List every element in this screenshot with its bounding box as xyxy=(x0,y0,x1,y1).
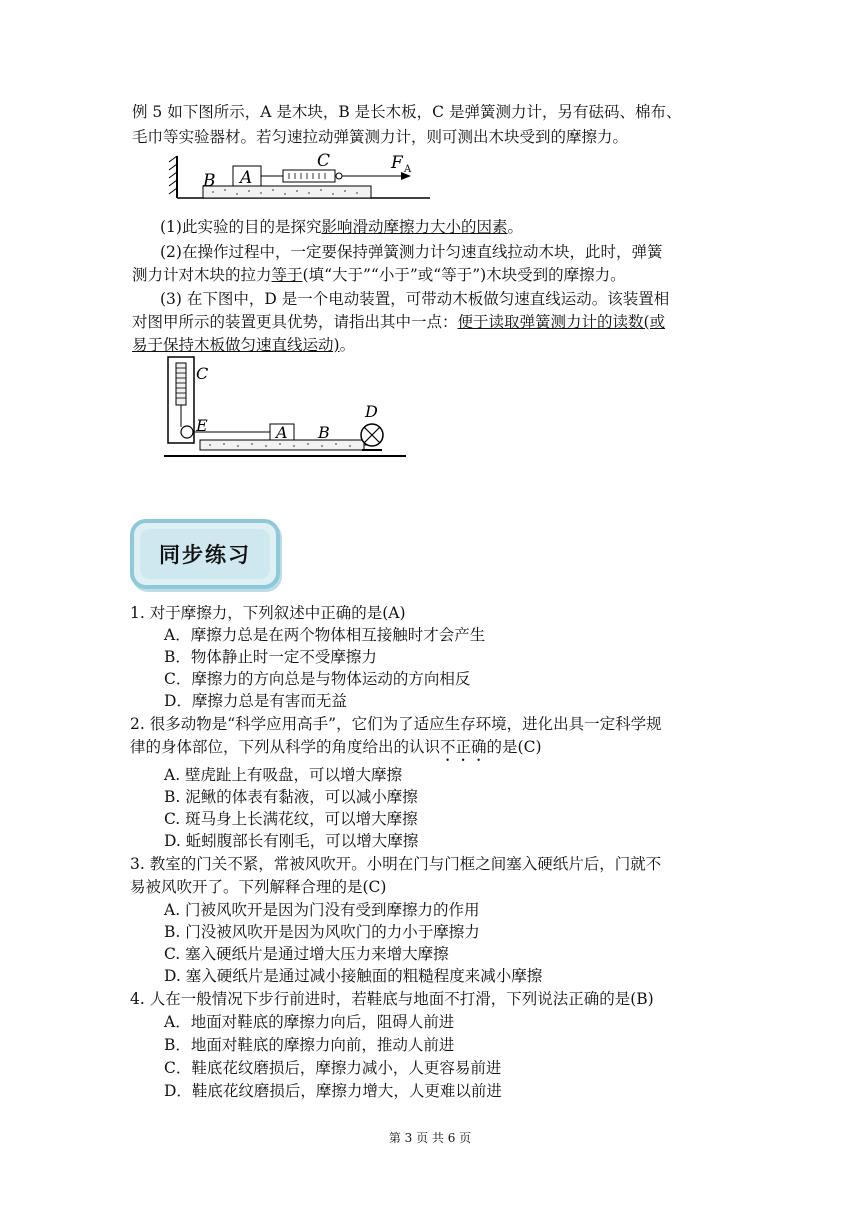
fig1-label-a: A xyxy=(240,168,253,188)
q1-option-d: D．摩擦力总是有害而无益 xyxy=(164,692,347,710)
q2-stem-line-1: 2. 很多动物是“科学应用高手”，它们为了适应生存环境，进化出具一定科学规 xyxy=(130,715,662,733)
q4-option-d: D．鞋底花纹磨损后，摩擦力增大，人更难以前进 xyxy=(164,1082,502,1100)
q1-answer: 影响滑动摩擦力大小的因素 xyxy=(321,218,508,236)
q1-option-c: C．摩擦力的方向总是与物体运动的方向相反 xyxy=(164,670,471,688)
q3-answer-part-2: 易于保持木板做匀速直线运动) xyxy=(132,336,340,354)
example-line-1: 例 5 如下图所示，A 是木块，B 是长木板，C 是弹簧测力计，另有砝码、棉布、 xyxy=(132,103,682,121)
q3-option-d: D. 塞入硬纸片是通过减小接触面的粗糙程度来减小摩擦 xyxy=(164,967,543,985)
q1-stem: 1. 对于摩擦力，下列叙述中正确的是(A) xyxy=(130,604,406,622)
q4-option-c: C．鞋底花纹磨损后，摩擦力减小，人更容易前进 xyxy=(164,1059,502,1077)
q3-option-b: B. 门没被风吹开是因为风吹门的力小于摩擦力 xyxy=(164,923,480,941)
figure-1-apparatus xyxy=(165,152,435,212)
example-q3-line-1: (3) 在下图中，D 是一个电动装置，可带动木板做匀速直线运动。该装置相 xyxy=(160,290,670,308)
q3-answer-part-1: 便于读取弹簧测力计的读数(或 xyxy=(457,313,666,331)
example-q1: (1)此实验的目的是探究影响滑动摩擦力大小的因素。 xyxy=(160,218,523,236)
q2-option-a: A. 壁虎趾上有吸盘，可以增大摩擦 xyxy=(164,766,403,784)
fig1-label-f: F xyxy=(391,153,403,173)
q4-stem: 4. 人在一般情况下步行前进时，若鞋底与地面不打滑，下列说法正确的是(B) xyxy=(130,990,654,1008)
fig2-label-b: B xyxy=(318,423,330,442)
q3-option-a: A. 门被风吹开是因为门没有受到摩擦力的作用 xyxy=(164,901,480,919)
q4-option-b: B．地面对鞋底的摩擦力向前，推动人前进 xyxy=(164,1036,455,1054)
example-q3-line-3: 易于保持木板做匀速直线运动)。 xyxy=(132,336,356,354)
fig1-label-f-sub: A xyxy=(404,164,412,175)
section-badge xyxy=(130,519,280,589)
example-q2-line-1: (2)在操作过程中，一定要保持弹簧测力计匀速直线拉动木块，此时，弹簧 xyxy=(160,243,663,261)
section-title: 同步练习 xyxy=(140,529,270,579)
fig1-label-c: C xyxy=(317,152,331,171)
example-line-2: 毛巾等实验器材。若匀速拉动弹簧测力计，则可测出木块受到的摩擦力。 xyxy=(132,128,629,146)
q2-stem-line-2: 律的身体部位，下列从科学的角度给出的认识不正确的是(C) xyxy=(130,738,542,756)
example-q3-line-2: 对图甲所示的装置更具优势，请指出其中一点：便于读取弹簧测力计的读数(或 xyxy=(132,313,666,331)
example-q2-line-2: 测力计对木块的拉力等于(填“大于”“小于”或“等于”)木块受到的摩擦力。 xyxy=(132,266,626,284)
q3-stem-line-1: 3. 教室的门关不紧，常被风吹开。小明在门与门框之间塞入硬纸片后，门就不 xyxy=(130,855,662,873)
q3-option-c: C. 塞入硬纸片是通过增大压力来增大摩擦 xyxy=(164,945,449,963)
fig2-label-d: D xyxy=(365,402,378,421)
fig2-label-a: A xyxy=(276,423,288,442)
q2-emphasis: 不正确 xyxy=(440,738,487,756)
q1-option-a: A．摩擦力总是在两个物体相互接触时才会产生 xyxy=(164,626,486,644)
fig1-label-b: B xyxy=(203,171,216,191)
figure-2-apparatus xyxy=(160,355,410,465)
q2-option-c: C. 斑马身上长满花纹，可以增大摩擦 xyxy=(164,810,418,828)
fig2-label-e: E xyxy=(196,416,208,435)
q3-stem-line-2: 易被风吹开了。下列解释合理的是(C) xyxy=(130,878,387,896)
q4-option-a: A．地面对鞋底的摩擦力向后，阻碍人前进 xyxy=(164,1013,455,1031)
q2-option-b: B. 泥鳅的体表有黏液，可以减小摩擦 xyxy=(164,788,418,806)
q1-option-b: B．物体静止时一定不受摩擦力 xyxy=(164,648,377,666)
page-footer: 第 3 页 共 6 页 xyxy=(388,1131,472,1145)
fig2-label-c: C xyxy=(196,364,209,383)
q2-answer: 等于 xyxy=(271,266,303,284)
q2-option-d: D. 蚯蚓腹部长有刚毛，可以增大摩擦 xyxy=(164,832,419,850)
